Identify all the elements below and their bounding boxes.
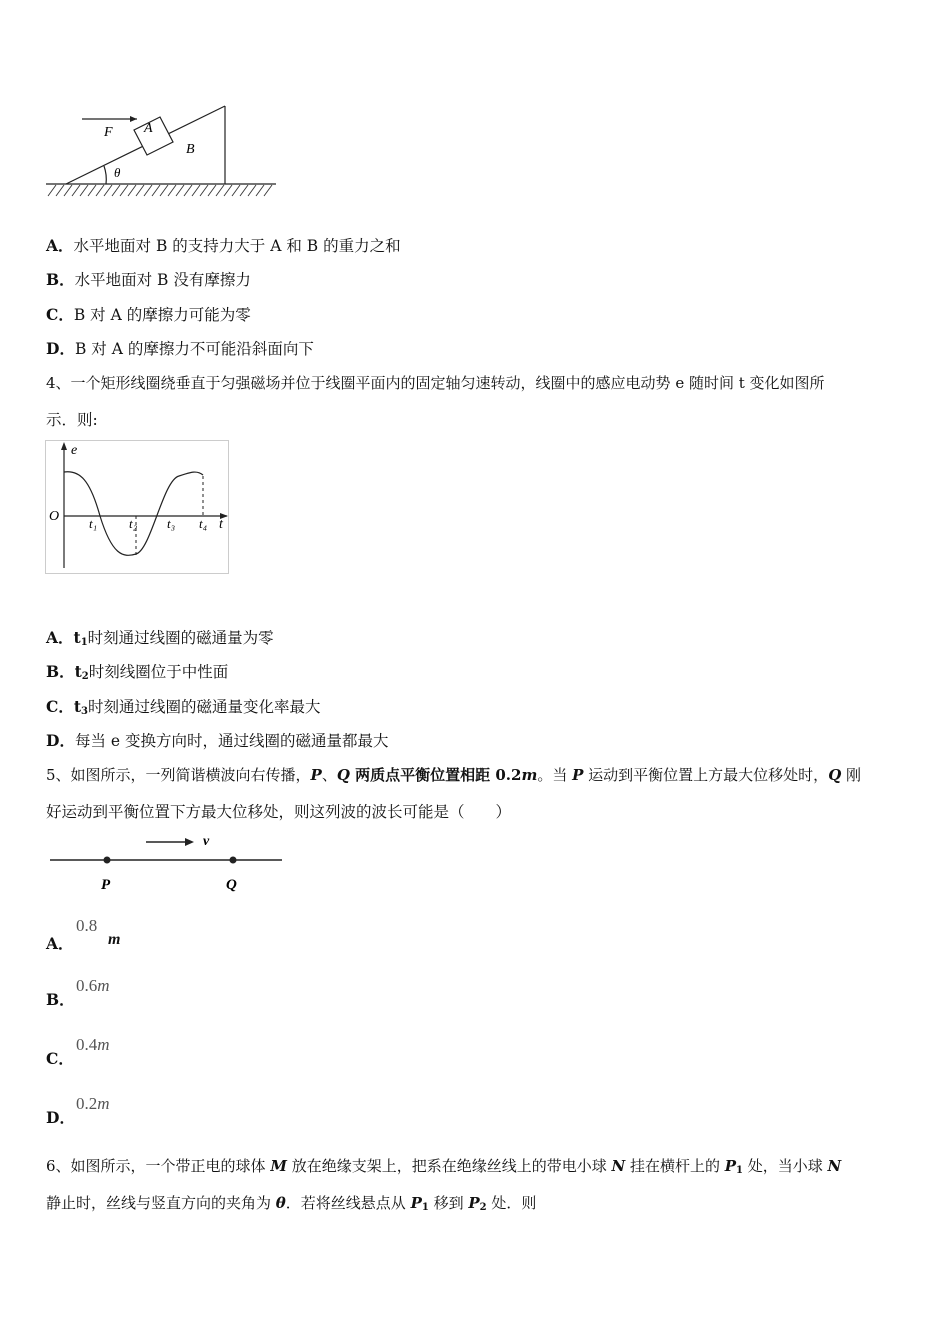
q5-stem-line1: 5、如图所示，一列简谐横波向右传播，P、Q 两质点平衡位置相距 0.2m。当 P 运动到平衡位置上方最大位移处时，Q 刚: [46, 766, 862, 784]
y-axis-label: e: [71, 443, 78, 458]
t1-label: t₁: [89, 516, 98, 531]
q4-option-a: A．$t_1$时刻通过线圈的磁通量为零: [46, 628, 274, 648]
q4-option-b: B．$t_2$时刻线圈位于中性面: [46, 662, 229, 682]
velocity-label: v: [203, 834, 210, 849]
block-b-label: B: [186, 142, 195, 157]
q4-option-c: C．$t_3$时刻通过线圈的磁通量变化率最大: [46, 697, 321, 717]
angle-label: θ: [114, 165, 121, 180]
q6-stem-line1: 6、如图所示，一个带正电的球体 M 放在绝缘支架上，把系在绝缘丝线上的带电小球 N 挂在横杆上的 $P_1$ 处，当小球 N: [46, 1157, 842, 1176]
q3-option-d: D．B 对 A 的摩擦力不可能沿斜面向下: [46, 339, 314, 358]
q3-option-c: C．B 对 A 的摩擦力可能为零: [46, 305, 251, 324]
q3-option-b: B．水平地面对 B 没有摩擦力: [46, 270, 251, 289]
t2-label: t₂: [129, 516, 138, 531]
incline-figure: [44, 100, 280, 200]
t4-label: t₄: [199, 516, 208, 531]
t3-label: t₃: [167, 516, 176, 531]
q4-option-d: D．每当 e 变换方向时，通过线圈的磁通量都最大: [46, 731, 389, 750]
emf-graph: [45, 440, 229, 574]
q5-stem-line2: 好运动到平衡位置下方最大位移处，则这列波的波长可能是（ ）: [46, 803, 512, 821]
block-a-label: A: [144, 121, 153, 136]
q4-stem-line2: 示．则:: [46, 411, 98, 429]
point-q-label: Q: [226, 877, 237, 893]
x-axis-label: t: [219, 517, 223, 532]
force-label: F: [104, 125, 113, 140]
q4-stem-line1: 4、一个矩形线圈绕垂直于匀强磁场并位于线圈平面内的固定轴匀速转动，线圈中的感应电动势 e 随时间 t 变化如图所: [46, 374, 825, 392]
q3-option-a: A．水平地面对 B 的支持力大于 A 和 B 的重力之和: [46, 236, 401, 255]
point-p-label: P: [101, 877, 111, 893]
q6-stem-line2: 静止时，丝线与竖直方向的夹角为 θ．若将丝线悬点从 $P_1$ 移到 $P_2$ 处．则: [46, 1194, 537, 1213]
origin-label: O: [49, 509, 60, 524]
wave-figure: [48, 830, 288, 898]
